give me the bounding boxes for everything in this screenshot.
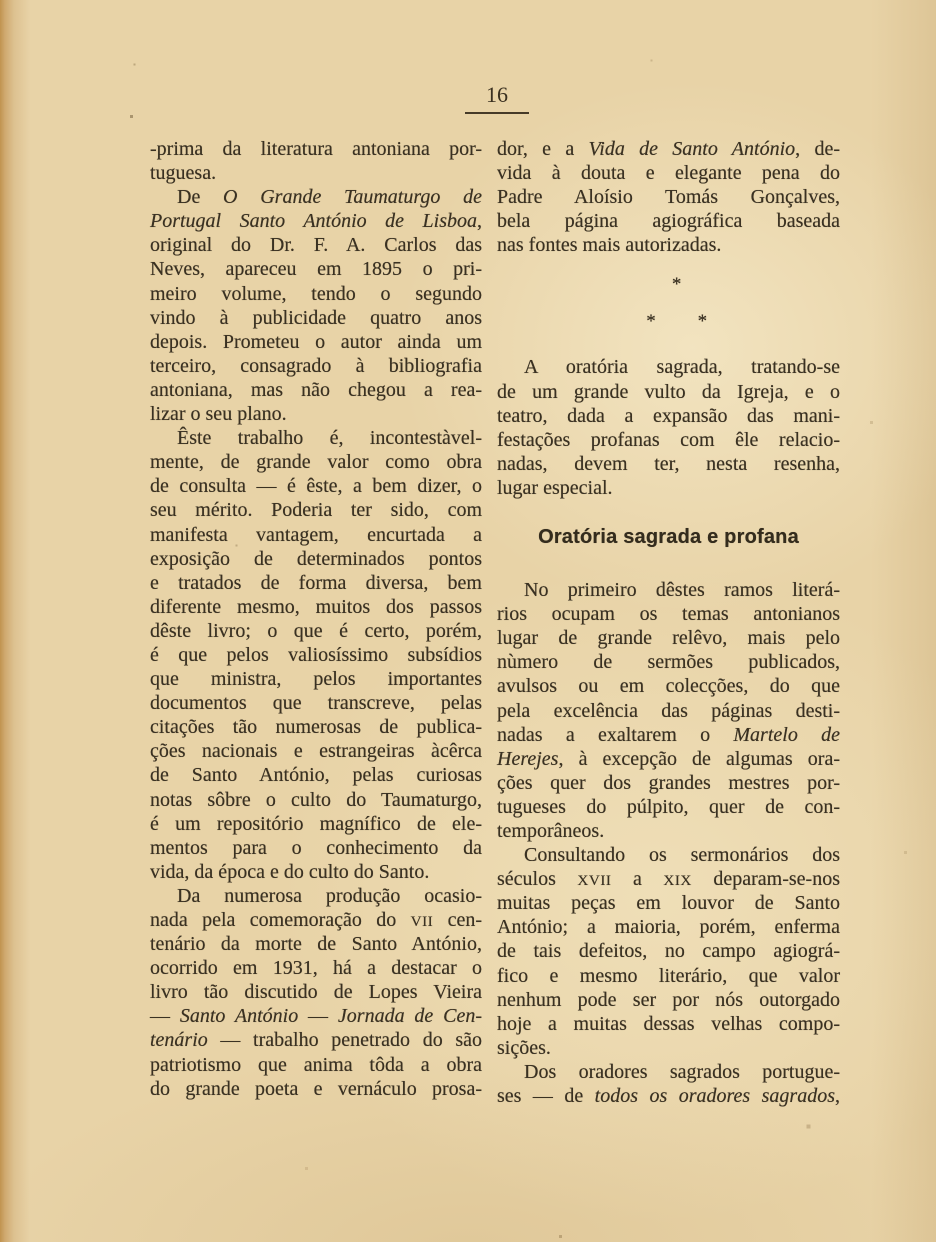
text-line: tenário da morte de Santo António, xyxy=(150,933,482,956)
text-line: avulsos ou em colecções, do que xyxy=(497,675,840,698)
text-line: Da numerosa produção ocasio- xyxy=(177,884,482,907)
text-line: teatro, dada a expansão das mani- xyxy=(497,404,840,427)
text-line: lugar de grande relêvo, mais pelo xyxy=(497,627,840,650)
text-line: hoje a muitas dessas velhas compo- xyxy=(497,1012,840,1035)
text-line: vida, da época e do culto do Santo. xyxy=(150,860,430,883)
text-line: Êste trabalho é, incontestàvel- xyxy=(177,427,482,450)
text-line: é que pelos valiosíssimo subsídios xyxy=(150,643,482,666)
text-line: de tais defeitos, no campo agiográ- xyxy=(497,940,840,963)
text-line: -prima da literatura antoniana por- xyxy=(150,138,482,160)
asterism-separator xyxy=(497,257,840,355)
text-line: de consulta — é êste, a bem dizer, o xyxy=(150,475,482,498)
page-number-value: 16 xyxy=(465,82,529,114)
text-line: e tratados de forma diversa, bem xyxy=(150,571,482,594)
text-line: Consultando os sermonários dos xyxy=(524,844,840,867)
text-line: festações profanas com êle relacio- xyxy=(497,428,840,451)
text-line: muitas peças em louvor de Santo xyxy=(497,892,840,915)
asterisk-icon: * xyxy=(671,274,682,296)
text-line: é um repositório magnífico de ele- xyxy=(150,812,482,835)
text-line: terceiro, consagrado à bibliografia xyxy=(150,354,482,377)
text-line: ocorrido em 1931, há a destacar o xyxy=(150,957,482,980)
text-line: pela excelência das páginas desti- xyxy=(497,699,840,722)
text-line: dor, e a Vida de Santo António, de- xyxy=(497,138,840,160)
text-line: Portugal Santo António de Lisboa, xyxy=(150,210,482,233)
text-line: mentos para o conhecimento da xyxy=(150,836,482,859)
text-line: rios ocupam os temas antonianos xyxy=(497,603,840,626)
text-line: nenhum pode ser por nós outorgado xyxy=(497,988,840,1011)
text-line: original do Dr. F. A. Carlos das xyxy=(150,234,482,257)
text-line: António; a maioria, porém, enferma xyxy=(497,916,840,939)
text-line: notas sôbre o culto do Taumaturgo, xyxy=(150,788,482,811)
text-line: Neves, apareceu em 1895 o pri- xyxy=(150,258,482,281)
text-line: fico e mesmo literário, que valor xyxy=(497,964,840,987)
text-line: No primeiro dêstes ramos literá- xyxy=(524,579,840,602)
text-line: ções nacionais e estrangeiras àcêrca xyxy=(150,740,482,763)
text-line: Dos oradores sagrados portugue- xyxy=(524,1060,840,1083)
text-line: ções quer dos grandes mestres por- xyxy=(497,771,840,794)
text-line: De O Grande Taumaturgo de xyxy=(177,186,482,209)
text-line: séculos XVII a XIX deparam-se-nos xyxy=(497,868,840,891)
text-line: nùmero de sermões publicados, xyxy=(497,651,840,674)
text-line: diferente mesmo, muitos dos passos xyxy=(150,595,482,618)
right-text-column xyxy=(497,137,840,1108)
text-line: citações tão numerosas de publica- xyxy=(150,716,482,739)
text-line: vida à douta e elegante pena do xyxy=(497,162,840,185)
text-line: dêste livro; o que é certo, porém, xyxy=(150,619,482,642)
text-line: antoniana, mas não chegou a rea- xyxy=(150,378,482,401)
text-line: A oratória sagrada, tratando-se xyxy=(524,356,840,379)
page-number xyxy=(440,82,554,114)
text-line: temporâneos. xyxy=(497,819,605,842)
text-line: nada pela comemoração do VII cen- xyxy=(150,909,482,931)
text-line: lizar o seu plano. xyxy=(150,403,287,426)
text-line: tenário — trabalho penetrado do são xyxy=(150,1029,482,1052)
text-line: Padre Aloísio Tomás Gonçalves, xyxy=(497,186,840,209)
text-line: exposição de determinados pontos xyxy=(150,547,482,570)
text-line: depois. Prometeu o autor ainda um xyxy=(150,330,482,353)
text-line: livro tão discutido de Lopes Vieira xyxy=(150,981,482,1004)
text-line: lugar especial. xyxy=(497,476,613,499)
text-line: meiro volume, tendo o segundo xyxy=(150,282,482,305)
text-line: nadas a exaltarem o Martelo de xyxy=(497,723,840,746)
asterisk-icon: * xyxy=(697,311,708,333)
text-line: do grande poeta e vernáculo prosa- xyxy=(150,1077,482,1100)
text-line: de Santo António, pelas curiosas xyxy=(150,764,482,787)
text-line: tugueses do púlpito, quer de con- xyxy=(497,795,840,818)
text-line: patriotismo que anima tôda a obra xyxy=(150,1053,482,1076)
text-line: bela página agiográfica baseada xyxy=(497,210,840,233)
text-line: manifesta vantagem, encurtada a xyxy=(150,523,482,546)
section-heading: Oratória sagrada e profana xyxy=(538,526,799,549)
text-line: de um grande vulto da Igreja, e o xyxy=(497,380,840,403)
asterisk-icon: * xyxy=(646,311,656,333)
left-text-column xyxy=(150,137,482,1101)
text-line: vindo à publicidade quatro anos xyxy=(150,306,482,329)
text-line: — Santo António — Jornada de Cen- xyxy=(150,1005,483,1028)
text-line: que ministra, pelos importantes xyxy=(150,668,482,691)
text-line: documentos que transcreve, pelas xyxy=(150,692,482,715)
text-line: ses — de todos os oradores sagrados, xyxy=(497,1085,840,1107)
text-line: nadas, devem ter, nesta resenha, xyxy=(497,452,840,475)
text-line: nas fontes mais autorizadas. xyxy=(497,234,722,257)
paper-specks xyxy=(0,0,1,1)
text-line: mente, de grande valor como obra xyxy=(150,451,482,474)
text-line: sições. xyxy=(497,1036,551,1059)
text-line: seu mérito. Poderia ter sido, com xyxy=(150,499,482,522)
text-line: tuguesa. xyxy=(150,162,217,185)
text-line: Herejes, à excepção de algumas ora- xyxy=(497,747,840,770)
